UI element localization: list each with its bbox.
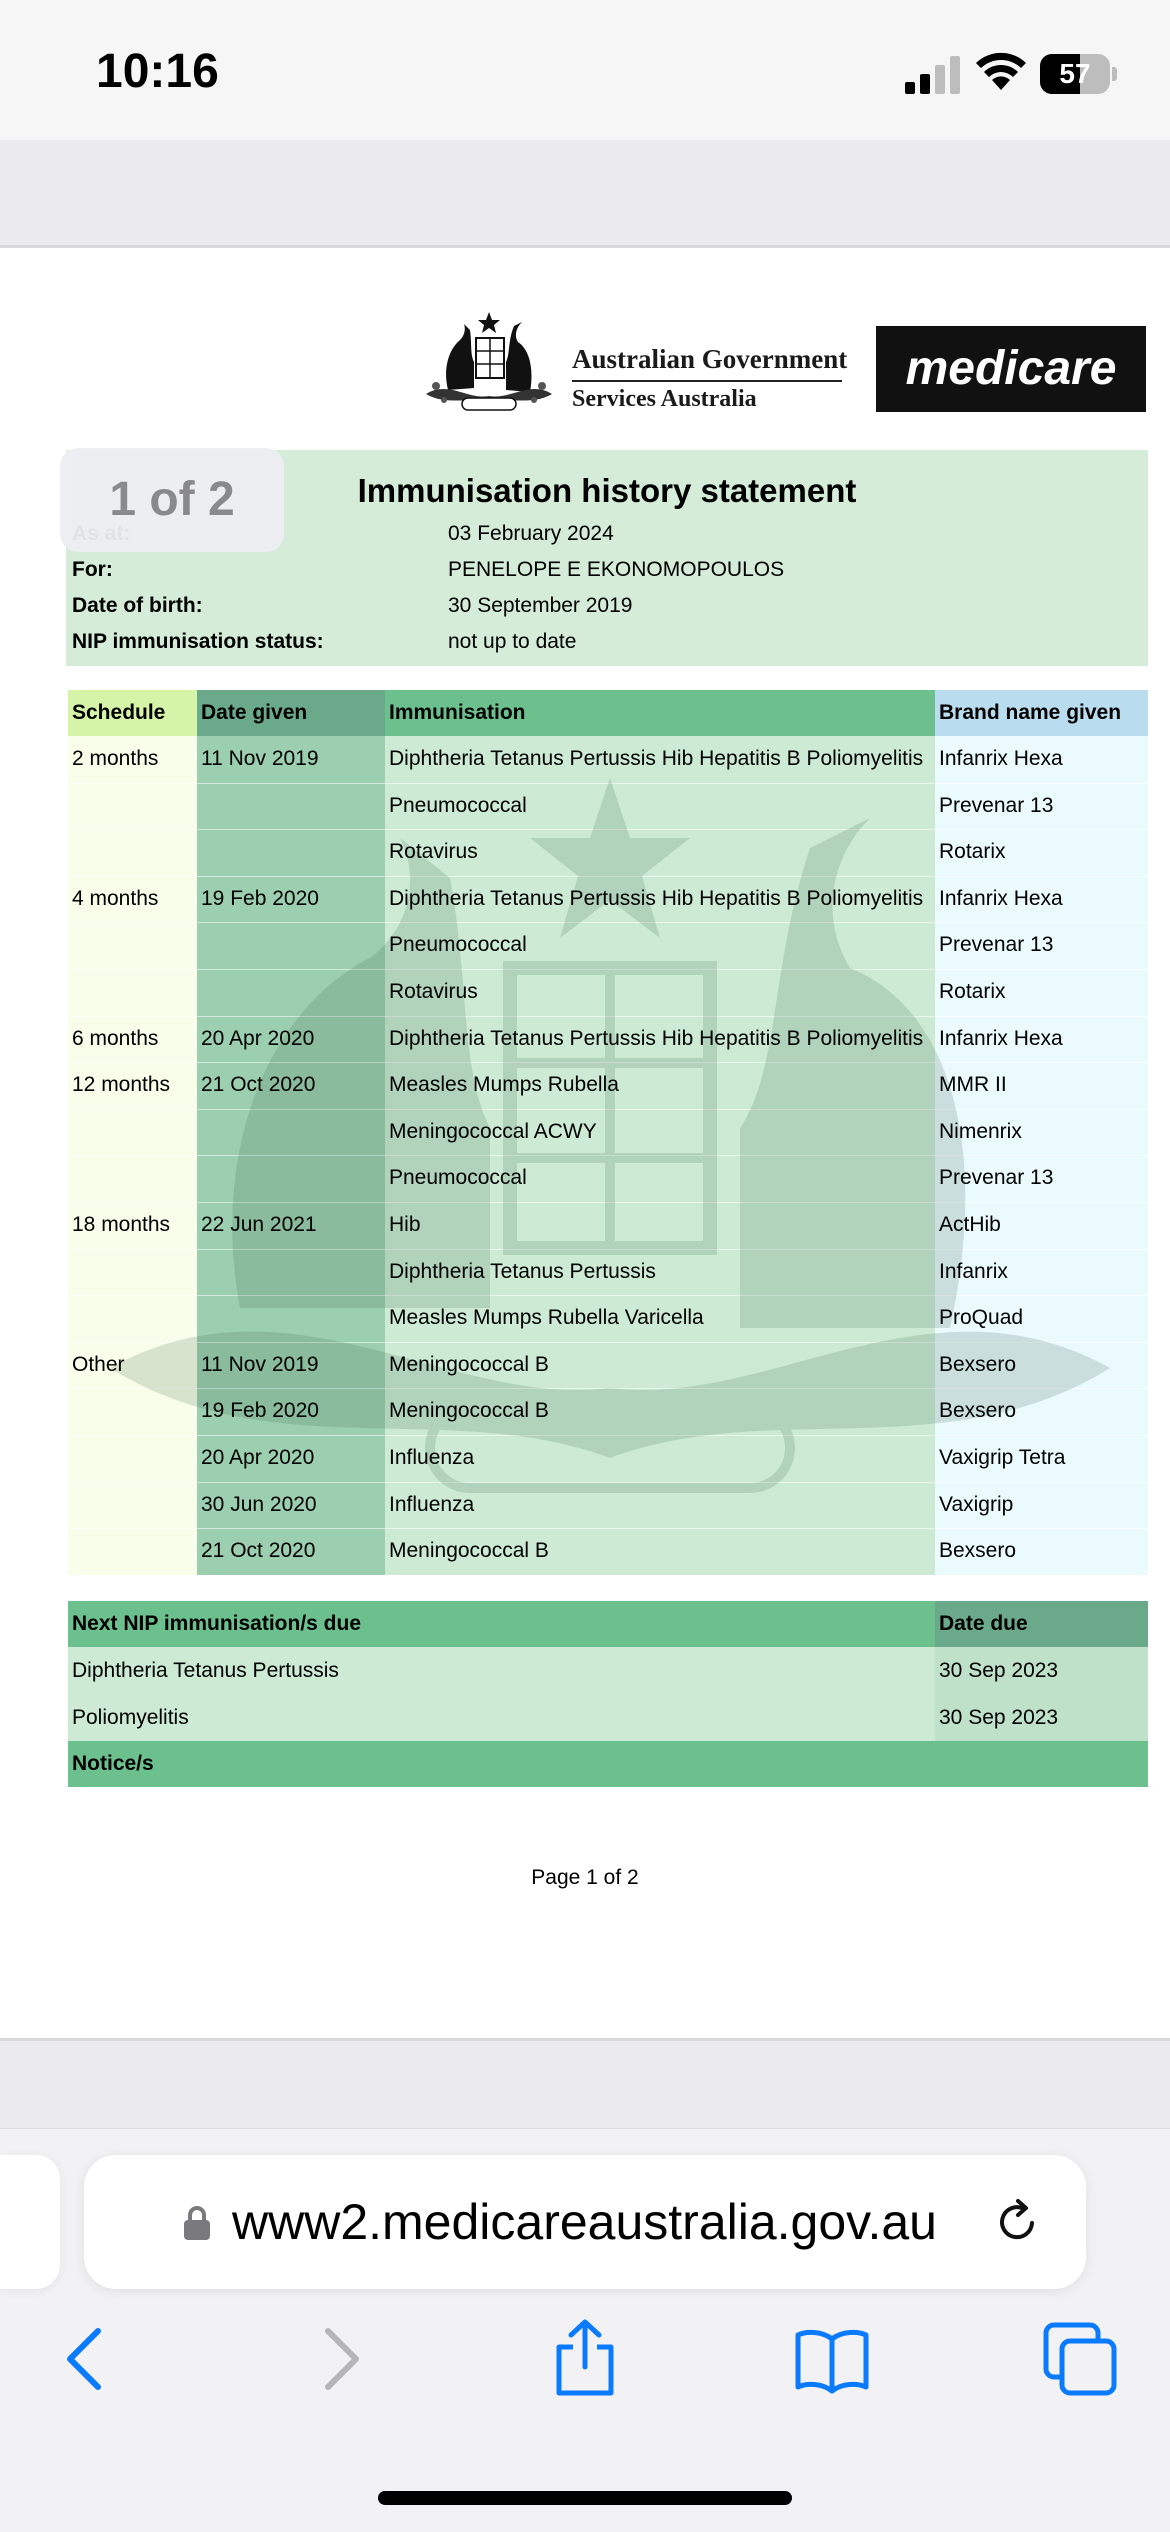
schedule-cell [68,1155,197,1202]
date-given-cell [197,1155,385,1202]
schedule-cell [68,1295,197,1342]
share-icon[interactable] [545,2319,625,2399]
brand-cell: Bexsero [939,1539,1017,1563]
bookmarks-icon[interactable] [792,2319,872,2399]
schedule-cell: 4 months [72,886,159,910]
schedule-cell [68,1249,197,1296]
next-due-row-2-name: Poliomyelitis [68,1694,935,1741]
date-given-cell: 21 Oct 2020 [201,1539,316,1563]
date-given-cell [197,1109,385,1156]
status-bar [0,0,1170,140]
date-given-cell: 11 Nov 2019 [201,747,319,770]
notices-header: Notice/s [68,1741,1148,1787]
schedule-cell [68,969,197,1016]
document-page[interactable] [0,248,1170,2038]
date-given-cell [197,1295,385,1342]
brand-cell: Infanrix Hexa [939,1026,1063,1050]
date-given-cell: 19 Feb 2020 [201,1399,319,1423]
address-bar[interactable] [84,2155,1086,2289]
nip-status-value: not up to date [448,630,577,653]
status-time: 10:16 [96,45,219,98]
immunisation-cell: Pneumococcal [389,793,527,817]
date-given-header: Date given [197,690,385,736]
immunisation-cell: Pneumococcal [389,1166,527,1190]
immunisation-cell: Diphtheria Tetanus Pertussis Hib Hepatitis B Poliomyelitis [389,886,924,910]
immunisation-cell: Meningococcal B [389,1399,549,1423]
schedule-header: Schedule [68,690,197,736]
browser-toolbar [0,2128,1170,2532]
schedule-cell [68,829,197,876]
for-value: PENELOPE E EKONOMOPOULOS [448,558,785,581]
next-due-header: Next NIP immunisation/s due [68,1601,935,1647]
schedule-cell: Other [72,1352,125,1376]
brand-header: Brand name given [935,690,1148,736]
lock-icon [182,2205,212,2241]
next-due-row-1-name: Diphtheria Tetanus Pertussis [68,1647,935,1694]
schedule-cell: 18 months [72,1213,171,1236]
schedule-cell [68,1528,197,1575]
date-given-cell [197,969,385,1016]
brand-cell: Vaxigrip Tetra [939,1446,1066,1469]
battery-tip [1112,67,1117,81]
immunisation-header: Immunisation [385,690,935,736]
brand-cell: ProQuad [939,1306,1024,1330]
brand-cell: MMR II [939,1073,1007,1097]
date-given-cell: 30 Jun 2020 [201,1492,317,1516]
brand-cell: Rotarix [939,840,1006,864]
brand-cell: Prevenar 13 [939,1166,1054,1190]
immunisation-cell: Meningococcal ACWY [389,1119,597,1143]
dob-label: Date of birth: [72,594,203,617]
services-australia: Services Australia [572,386,757,412]
brand-cell: Rotarix [939,980,1006,1003]
immunisation-cell: Measles Mumps Rubella [389,1073,619,1097]
immunisation-cell: Diphtheria Tetanus Pertussis Hib Hepatitis B Poliomyelitis [389,1026,924,1050]
next-due-row-2-date: 30 Sep 2023 [935,1694,1148,1741]
medicare-logo: medicare [876,326,1146,412]
battery-icon [1040,54,1116,94]
brand-cell: Bexsero [939,1352,1017,1376]
schedule-cell [68,783,197,830]
schedule-cell [68,1435,197,1482]
statement-title: Immunisation history statement [357,472,857,509]
battery-body [1040,54,1110,94]
next-due-row-1-date: 30 Sep 2023 [935,1647,1148,1694]
date-given-cell: 20 Apr 2020 [201,1446,315,1469]
schedule-cell: 6 months [72,1026,159,1050]
brand-cell: Vaxigrip [939,1492,1014,1516]
schedule-cell [68,1388,197,1435]
immunisation-cell: Measles Mumps Rubella Varicella [389,1306,704,1330]
immunisation-cell: Influenza [389,1492,475,1516]
date-given-cell: 22 Jun 2021 [201,1213,317,1236]
row-divider [68,1575,1148,1576]
date-given-cell [197,1249,385,1296]
government-divider [572,380,842,382]
viewer-top-band [0,140,1170,248]
date-given-cell: 21 Oct 2020 [201,1073,316,1097]
viewer-bottom-band [0,2038,1170,2128]
forward-icon[interactable] [300,2319,380,2399]
brand-cell: Nimenrix [939,1119,1022,1143]
for-label: For: [72,558,113,581]
signal-icon [905,54,961,94]
immunisation-cell: Pneumococcal [389,933,527,957]
brand-cell: Prevenar 13 [939,933,1054,957]
dob-value: 30 September 2019 [448,594,633,617]
tabs-icon[interactable] [1040,2319,1120,2399]
wifi-icon [975,50,1027,92]
page-indicator: 1 of 2 [60,448,284,552]
immunisation-cell: Influenza [389,1446,475,1469]
immunisation-cell: Rotavirus [389,840,478,864]
brand-cell: Infanrix Hexa [939,886,1063,910]
date-given-cell: 19 Feb 2020 [201,886,319,910]
date-given-cell [197,829,385,876]
date-given-cell [197,783,385,830]
url-text: www2.medicareaustralia.gov.au [232,2194,937,2250]
immunisation-cell: Rotavirus [389,980,478,1003]
brand-cell: Infanrix [939,1259,1008,1283]
schedule-cell: 2 months [72,747,159,770]
immunisation-cell: Diphtheria Tetanus Pertussis Hib Hepatitis B Poliomyelitis [389,747,924,770]
schedule-cell [68,1482,197,1529]
date-given-cell [197,922,385,969]
immunisation-cell: Meningococcal B [389,1352,549,1376]
schedule-cell [68,922,197,969]
previous-tab[interactable] [0,2155,60,2289]
government-name: Australian Government [572,344,848,374]
brand-cell: Infanrix Hexa [939,747,1063,770]
nip-status-label: NIP immunisation status: [72,630,324,653]
reload-icon[interactable] [992,2197,1042,2247]
coat-of-arms-logo [418,310,560,420]
date-given-cell: 20 Apr 2020 [201,1026,315,1050]
brand-cell: Bexsero [939,1399,1017,1423]
immunisation-cell: Hib [389,1213,421,1236]
date-due-header: Date due [935,1601,1148,1647]
page-number: Page 1 of 2 [531,1866,639,1889]
immunisation-cell: Meningococcal B [389,1539,549,1563]
schedule-cell: 12 months [72,1073,171,1097]
brand-cell: ActHib [939,1213,1001,1236]
as-at-value: 03 February 2024 [448,522,614,545]
back-icon[interactable] [46,2319,126,2399]
immunisation-cell: Diphtheria Tetanus Pertussis [389,1259,656,1283]
schedule-cell [68,1109,197,1156]
battery-level: 57 [1059,58,1091,89]
brand-cell: Prevenar 13 [939,793,1054,817]
home-indicator [378,2491,792,2505]
date-given-cell: 11 Nov 2019 [201,1352,319,1376]
